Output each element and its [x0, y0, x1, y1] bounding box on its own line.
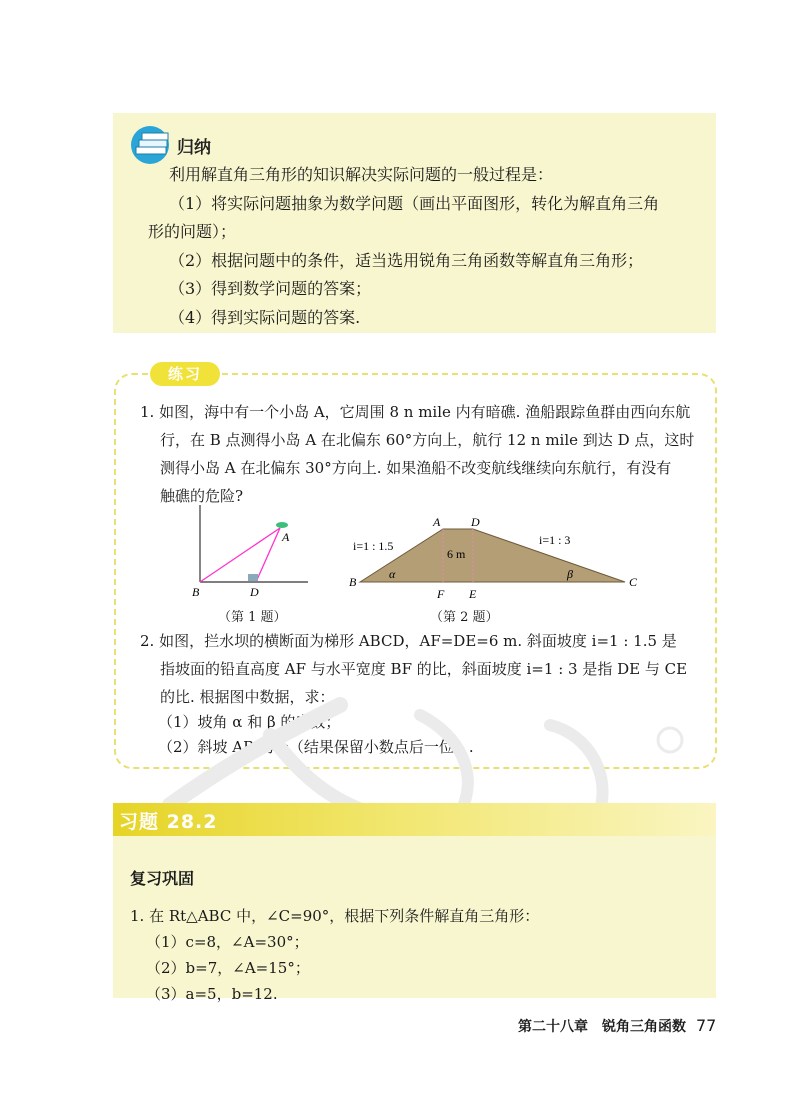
summary-lines	[113, 161, 716, 332]
page-number: 77	[696, 1016, 717, 1035]
summary-line: 形的问题）；	[148, 222, 237, 241]
fig2-label-D: D	[471, 515, 480, 529]
fig2-label-E: E	[469, 587, 477, 601]
q1-line: 测得小岛 A 在北偏东 30°方向上. 如果渔船不改变航线继续向东航行，有没有	[160, 459, 672, 477]
fig1-label-D: D	[250, 585, 259, 599]
q2-line: （1）坡角 α 和 β 的度数；	[158, 713, 341, 731]
section-heading: 复习巩固	[130, 869, 195, 888]
fig2-label-F: F	[437, 587, 445, 601]
figure-2	[345, 512, 645, 602]
q2-line: 2. 如图，拦水坝的横断面为梯形 ABCD，AF=DE=6 m. 斜面坡度 i=1 : 1.5 是	[140, 632, 677, 650]
fig2-label-alpha: α	[389, 567, 396, 581]
summary-line: （3）得到数学问题的答案；	[169, 279, 372, 298]
fig2-slope-left: i=1 : 1.5	[353, 539, 394, 553]
chapter-title: 第二十八章 锐角三角函数	[518, 1019, 686, 1035]
q2-line: （2）斜坡 AB 的长（结果保留小数点后一位）.	[158, 738, 474, 756]
summary-line: （1）将实际问题抽象为数学问题（画出平面图形，转化为解直角三角	[169, 193, 660, 213]
fig2-label-A: A	[433, 515, 441, 529]
fig2-caption: （第 2 题）	[430, 610, 499, 625]
exercise-line: 1. 在 Rt△ABC 中，∠C=90°，根据下列条件解直角三角形：	[130, 907, 540, 925]
page-footer	[518, 1016, 716, 1036]
q1-line: 1. 如图，海中有一个小岛 A，它周围 8 n mile 内有暗礁. 渔船跟踪鱼群由西向东航	[140, 403, 691, 421]
fig1-label-A: A	[282, 530, 290, 544]
figure-1	[180, 500, 310, 600]
fig2-label-C: C	[629, 575, 638, 589]
books-icon	[130, 125, 174, 165]
island-icon	[276, 522, 288, 528]
fig1-label-B: B	[192, 585, 200, 599]
summary-title: 归纳	[177, 138, 211, 158]
summary-box	[113, 113, 716, 333]
q1-line: 触礁的危险?	[160, 487, 244, 505]
fig2-label-B: B	[349, 575, 357, 589]
q2-line: 的比. 根据图中数据，求：	[160, 688, 335, 706]
exercise-line: （3）a=5，b=12.	[146, 985, 278, 1003]
fig2-label-beta: β	[567, 567, 573, 581]
summary-line: （4）得到实际问题的答案.	[169, 307, 361, 327]
exercise-banner	[113, 803, 716, 836]
boat-icon	[248, 574, 258, 581]
practice-tag: 练习	[150, 362, 220, 386]
summary-line: （2）根据问题中的条件，适当选用锐角三角函数等解直角三角形；	[169, 250, 644, 270]
q2-line: 指坡面的铅直高度 AF 与水平宽度 BF 的比，斜面坡度 i=1 : 3 是指 DE 与 CE	[160, 660, 688, 678]
fig2-label-height: 6 m	[447, 547, 466, 561]
fig1-caption: （第 1 题）	[218, 610, 287, 625]
fig2-slope-right: i=1 : 3	[539, 533, 571, 547]
exercise-banner-title: 习题 28.2	[119, 811, 218, 833]
summary-line: 利用解直角三角形的知识解决实际问题的一般过程是：	[169, 165, 554, 184]
q1-line: 行，在 B 点测得小岛 A 在北偏东 60°方向上，航行 12 n mile 到达 D 点，这时	[160, 431, 695, 449]
exercise-line: （2）b=7，∠A=15°；	[146, 959, 310, 977]
exercise-line: （1）c=8，∠A=30°；	[146, 933, 309, 951]
